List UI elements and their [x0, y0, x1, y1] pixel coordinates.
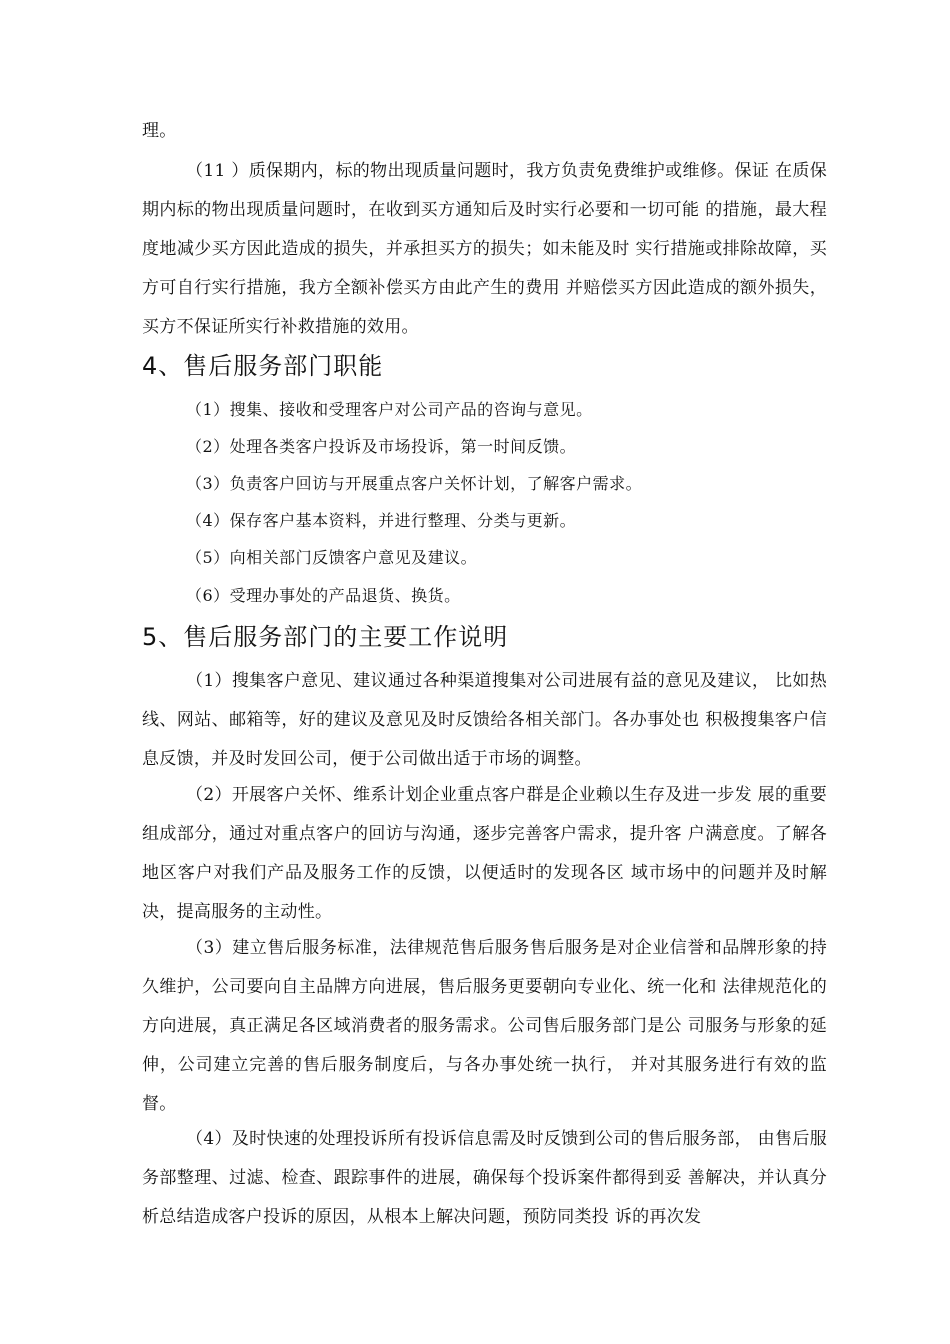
section-4-item-1: （1）搜集、接收和受理客户对公司产品的咨询与意见。	[186, 400, 593, 419]
section-5-paragraph-2: （2）开展客户关怀、维系计划企业重点客户群是企业赖以生存及进一步发 展的重要组成部分，通过对重点客户的回访与沟通，逐步完善客户需求，提升客 户满意度。了解各地区客户对我们产品及服务工作的反馈，以便适时的发现各区 域市场中的问题并及时解决，提高服务的主动性。	[142, 785, 827, 922]
section-4-item-4: （4）保存客户基本资料，并进行整理、分类与更新。	[186, 511, 577, 530]
section-4-item-5: （5）向相关部门反馈客户意见及建议。	[186, 548, 478, 567]
intro-tail-text: 理。	[142, 121, 177, 141]
section-5-heading: 5、售后服务部门的主要工作说明	[142, 623, 509, 651]
section-5-paragraph-3: （3）建立售后服务标准，法律规范售后服务售后服务是对企业信誉和品牌形象的持久维护，公司要向自主品牌方向进展，售后服务更要朝向专业化、统一化和 法律规范化的方向进展，真正满足各区域消费者的服务需求。公司售后服务部门是公 司服务与形象的延伸，公司建立完善的售后服务制度后，与各办事处统一执行， 并对其服务进行有效的监督。	[142, 938, 827, 1114]
section-5-paragraph-4: （4）及时快速的处理投诉所有投诉信息需及时反馈到公司的售后服务部， 由售后服务部整理、过滤、检查、跟踪事件的进展，确保每个投诉案件都得到妥 善解决，并认真分析总结造成客户投诉的原因，从根本上解决问题，预防同类投 诉的再次发	[142, 1129, 827, 1227]
section-4-item-3: （3）负责客户回访与开展重点客户关怀计划，了解客户需求。	[186, 474, 643, 493]
section-4-item-6: （6）受理办事处的产品退货、换货。	[186, 586, 461, 605]
warranty-paragraph: （11 ）质保期内，标的物出现质量问题时，我方负责免费维护或维修。保证 在质保期内标的物出现质量问题时，在收到买方通知后及时实行必要和一切可能 的措施，最大程度地减少买方因此造成的损失，并承担买方的损失；如未能及时 实行措施或排除故障，买方可自行实行措施，我方全额补偿买方由此产生的费用 并赔偿买方因此造成的额外损失，买方不保证所实行补救措施的效用。	[142, 161, 827, 337]
section-4-heading: 4、售后服务部门职能	[142, 352, 384, 380]
section-4-item-2: （2）处理各类客户投诉及市场投诉，第一时间反馈。	[186, 437, 577, 456]
section-5-paragraph-1: （1）搜集客户意见、建议通过各种渠道搜集对公司进展有益的意见及建议， 比如热线、网站、邮箱等，好的建议及意见及时反馈给各相关部门。各办事处也 积极搜集客户信息反馈，并及时发回公司，便于公司做出适于市场的调整。	[142, 671, 827, 769]
